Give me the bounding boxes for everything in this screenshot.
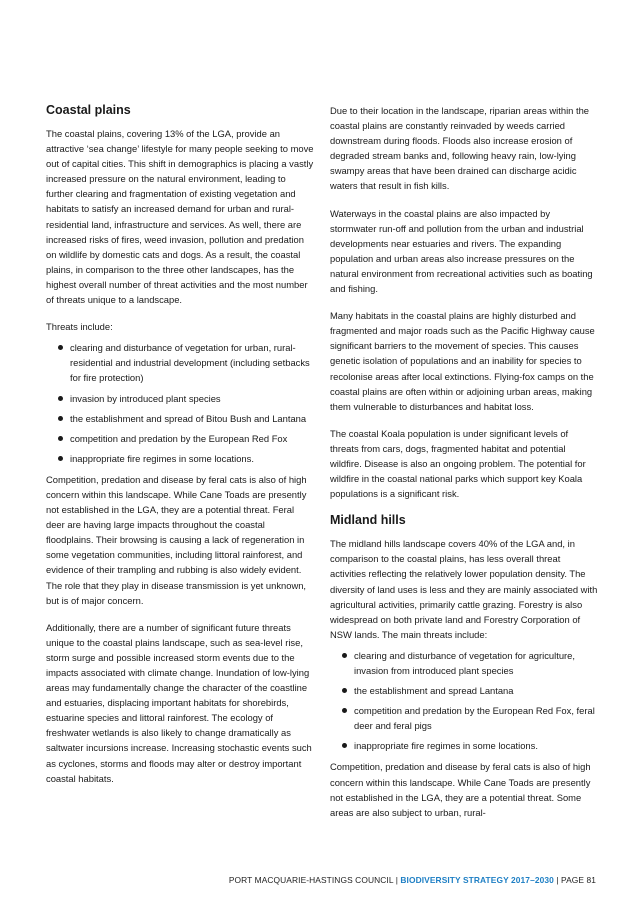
list-item: competition and predation by the European Red Fox, feral deer and feral pigs [330,703,598,733]
list-item: clearing and disturbance of vegetation for urban, rural-residential and industrial development (including setbacks for fire protection) [46,340,314,385]
footer-separator: | [393,875,401,885]
list-item: clearing and disturbance of vegetation for agriculture, invasion from introduced plant species [330,648,598,678]
paragraph: Due to their location in the landscape, riparian areas within the coastal plains are constantly reinvaded by weeds carried downstream during floods. Floods also increase erosion of degraded stream banks and, following heavy rain, low-lying swampy areas that have been drained can discharge acidic waters that result in fish kills. [330,105,590,192]
list-item: the establishment and spread of Bitou Bush and Lantana [46,411,314,426]
footer-council: PORT MACQUARIE-HASTINGS COUNCIL [228,875,394,885]
footer-page-number: PAGE 81 [561,875,596,885]
threats-intro: Threats include: [46,321,113,333]
list-item: competition and predation by the European Red Fox [46,431,314,446]
list-item: inappropriate fire regimes in some locations. [330,738,598,753]
paragraph: The midland hills landscape covers 40% of the LGA and, in comparison to the coastal plains, has less overall threat activities reflecting the relatively lower population density. The diversity of land uses is less and they are mainly associated with agricultural activities, primarily cattle grazing. Forestry is also widespread on both private land and Forestry Corporation of NSW lands. The main threats include: [330,538,598,640]
list-item: inappropriate fire regimes in some locations. [46,451,314,466]
section-heading-coastal-plains: Coastal plains [46,103,131,117]
list-item: invasion by introduced plant species [46,391,314,406]
paragraph: Competition, predation and disease by feral cats is also of high concern within this landscape. While Cane Toads are presently not established in the LGA, they are a potential threat. Some areas are also subject to urban, rural- [330,761,591,818]
paragraph: Competition, predation and disease by feral cats is also of high concern within this landscape. While Cane Toads are presently not established in the LGA, they are a potential threat. Feral deer are having large impacts throughout the coastal floodplains. Their browsing is causing a lack of regeneration in some vegetation communities, including littoral rainforest, and evidence of their trampling and rubbing is also widely evident. The role that they play in disease transmission is yet unknown, but is of major concern. [46,473,307,606]
paragraph: The coastal Koala population is under significant levels of threats from cars, dogs, fragmented habitat and potential wildfire. Disease is also an ongoing problem. The potential for wildfire in the coastal national parks which support key Koala populations is a significant risk. [330,427,586,500]
paragraph: Additionally, there are a number of significant future threats unique to the coastal plains landscape, such as sea-level rise, storm surge and possible increased storm events due to the impacts associated with climate change. Inundation of low-lying areas may fundamentally change the character of the coastline and estuaries, displacing important habitats for shorebirds, estuarine species and littoral rainforest. The ecology of freshwater wetlands is also likely to change dramatically as saltwater incursions increase. Increasing stochastic events such as cyclones, storms and floods may alter or destroy important coastal habitats. [46,621,312,784]
left-column [46,103,314,798]
paragraph: Waterways in the coastal plains are also impacted by stormwater run-off and pollution from the urban and industrial developments near estuaries and rivers. The expanding population and urban areas also increase pressures on the natural environment from recreational activities such as boating and fishing. [330,207,593,295]
section-heading-midland-hills: Midland hills [330,513,406,528]
list-item: the establishment and spread Lantana [330,683,598,698]
footer-separator: | [553,875,561,885]
page-footer [229,875,596,885]
threats-list-midland [330,648,598,754]
right-column [330,103,598,832]
paragraph: The coastal plains, covering 13% of the LGA, provide an attractive ‘sea change’ lifestyle for many people seeking to move out of capital cities. This shift in demographics is placing a vastly increased pressure on the natural environment, leading to further clearing and fragmentation of existing vegetation and habitats to satisfy an increased demand for urban and rural-residential land, infrastructure and services. As well, there are increased risks of fires, weed invasion, pollution and predation on wildlife by domestic cats and dogs. As a result, the coastal plains, in comparison to the three other landscapes, has the highest overall number of threat activities and the most number of threats unique to a landscape. [46,128,314,306]
threats-list-coastal [46,340,314,466]
footer-strategy-title: BIODIVERSITY STRATEGY 2017–2030 [400,875,554,885]
paragraph: Many habitats in the coastal plains are highly disturbed and fragmented and major roads such as the Pacific Highway cause significant barriers to the movement of species. This causes genetic isolation of populations and an inability for species to recolonise areas after local extinctions. Flying-fox camps on the coastal plains are often within or adjoining urban areas, making them vulnerable to disturbances and habitat loss. [330,310,595,412]
